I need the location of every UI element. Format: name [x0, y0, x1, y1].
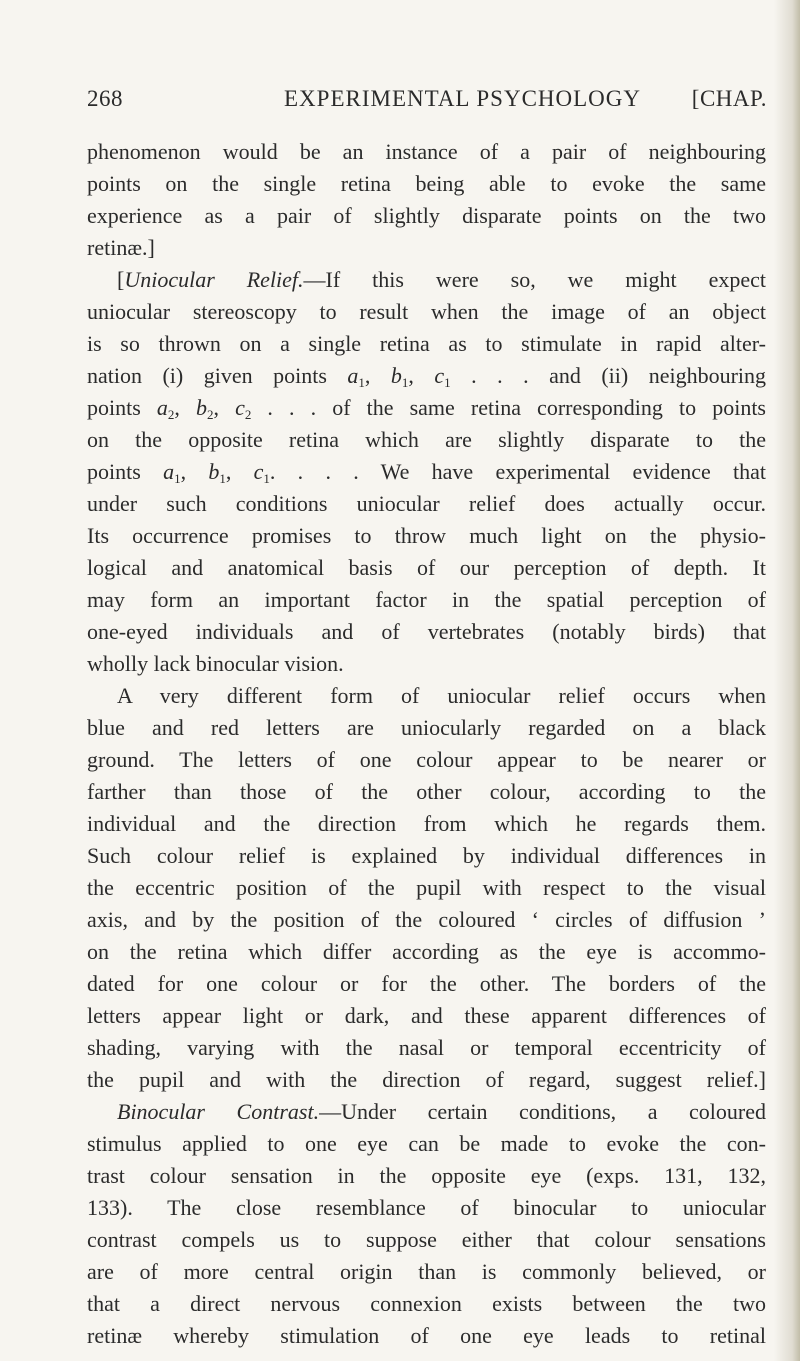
- text-segment: are of more central origin than is commonly believed, or: [87, 1259, 766, 1284]
- text-line: [87, 264, 766, 296]
- text-line: [87, 680, 766, 712]
- italic-text: a: [163, 459, 175, 484]
- running-header: [87, 86, 767, 116]
- text-segment: uniocular stereoscopy to result when the image of an object: [87, 299, 766, 324]
- text-segment: A very different form of uniocular relief occurs when: [117, 683, 766, 708]
- text-line: [87, 360, 766, 392]
- text-segment: the eccentric position of the pupil with respect to the visual: [87, 875, 766, 900]
- text-segment: one-eyed individuals and of vertebrates (notably birds) that: [87, 619, 766, 644]
- text-segment: blue and red letters are uniocularly regarded on a black: [87, 715, 766, 740]
- text-segment: farther than those of the other colour, according to the: [87, 779, 766, 804]
- text-line: [87, 584, 766, 616]
- subscript: 1: [174, 471, 181, 486]
- text-segment: ,: [408, 363, 435, 388]
- text-segment: axis, and by the position of the coloured ‘ circles of diffusion ’: [87, 907, 766, 932]
- text-line: [87, 904, 766, 936]
- text-line: [87, 328, 766, 360]
- text-segment: ,: [180, 459, 209, 484]
- text-segment: individual and the direction from which he regards them.: [87, 811, 766, 836]
- text-line: [87, 808, 766, 840]
- text-segment: 133). The close resemblance of binocular to uniocular: [87, 1195, 766, 1220]
- text-line: [87, 1192, 766, 1224]
- text-line: [87, 872, 766, 904]
- body-text: [87, 136, 766, 1352]
- text-line: [87, 392, 766, 424]
- text-segment: wholly lack binocular vision.: [87, 651, 344, 676]
- text-segment: nation (i) given points: [87, 363, 348, 388]
- text-segment: ,: [213, 395, 236, 420]
- text-segment: trast colour sensation in the opposite eye (exps. 131, 132,: [87, 1163, 766, 1188]
- text-line: [87, 840, 766, 872]
- text-line: [87, 1224, 766, 1256]
- text-line: [87, 1160, 766, 1192]
- text-line: [87, 1000, 766, 1032]
- text-line: [87, 552, 766, 584]
- text-line: [87, 136, 766, 168]
- text-line: [87, 776, 766, 808]
- text-segment: Its occurrence promises to throw much light on the physio-: [87, 523, 766, 548]
- italic-text: c: [253, 459, 264, 484]
- subscript: 1: [358, 375, 365, 390]
- text-segment: ground. The letters of one colour appear to be nearer or: [87, 747, 766, 772]
- text-line: [87, 936, 766, 968]
- text-segment: may form an important factor in the spatial perception of: [87, 587, 766, 612]
- text-segment: dated for one colour or for the other. The borders of the: [87, 971, 766, 996]
- text-segment: letters appear light or dark, and these apparent differences of: [87, 1003, 766, 1028]
- chapter-marker: [CHAP.: [691, 86, 767, 111]
- text-line: [87, 168, 766, 200]
- text-line: [87, 712, 766, 744]
- italic-text: b: [390, 363, 402, 388]
- text-segment: . . . of the same retina corresponding to points: [251, 395, 766, 420]
- text-line: [87, 232, 766, 264]
- text-line: [87, 1320, 766, 1352]
- text-segment: logical and anatomical basis of our perception of depth. It: [87, 555, 766, 580]
- text-segment: points: [87, 459, 164, 484]
- text-segment: —If this were so, we might expect: [303, 267, 766, 292]
- page-number: 268: [87, 86, 123, 111]
- text-segment: —Under certain conditions, a coloured: [319, 1099, 767, 1124]
- subscript: 2: [244, 407, 252, 422]
- subscript: 2: [206, 407, 214, 422]
- subscript: 1: [401, 375, 409, 390]
- text-line: [87, 1064, 766, 1096]
- text-segment: shading, varying with the nasal or temporal eccentricity of: [87, 1035, 766, 1060]
- text-segment: Such colour relief is explained by individual differences in: [87, 843, 766, 868]
- text-line: [87, 488, 766, 520]
- text-segment: . . . . We have experimental evidence that: [269, 459, 766, 484]
- text-line: [87, 200, 766, 232]
- italic-text: Uniocular Relief.: [124, 267, 304, 292]
- text-segment: under such conditions uniocular relief does actually occur.: [87, 491, 766, 516]
- page-edge-shadow: [774, 0, 800, 1361]
- text-segment: is so thrown on a single retina as to stimulate in rapid alter-: [87, 331, 766, 356]
- text-line: [87, 616, 766, 648]
- text-segment: stimulus applied to one eye can be made to evoke the con-: [87, 1131, 766, 1156]
- text-line: [87, 1128, 766, 1160]
- text-segment: on the opposite retina which are slightly disparate to the: [87, 427, 766, 452]
- subscript: 1: [444, 375, 451, 390]
- italic-text: c: [235, 395, 245, 420]
- text-line: [87, 1288, 766, 1320]
- text-line: [87, 744, 766, 776]
- text-segment: ,: [225, 459, 254, 484]
- text-segment: that a direct nervous connexion exists between the two: [87, 1291, 766, 1316]
- text-segment: phenomenon would be an instance of a pair of neighbouring: [87, 139, 766, 164]
- italic-text: b: [208, 459, 220, 484]
- italic-text: b: [195, 395, 207, 420]
- text-segment: . . . and (ii) neighbouring: [450, 363, 767, 388]
- text-line: [87, 296, 766, 328]
- text-segment: points on the single retina being able to evoke the same: [87, 171, 766, 196]
- text-line: [87, 648, 766, 680]
- text-segment: [: [117, 267, 125, 292]
- italic-text: a: [156, 395, 168, 420]
- text-segment: ,: [364, 363, 391, 388]
- text-segment: experience as a pair of slightly disparate points on the two: [87, 203, 766, 228]
- text-segment: retinæ whereby stimulation of one eye leads to retinal: [87, 1323, 766, 1348]
- italic-text: Binocular Contrast.: [117, 1099, 320, 1124]
- text-line: [87, 1096, 766, 1128]
- text-line: [87, 456, 766, 488]
- subscript: 1: [219, 471, 226, 486]
- text-line: [87, 968, 766, 1000]
- subscript: 2: [167, 407, 175, 422]
- text-segment: contrast compels us to suppose either that colour sensations: [87, 1227, 766, 1252]
- text-segment: the pupil and with the direction of regard, suggest relief.]: [87, 1067, 766, 1092]
- italic-text: a: [347, 363, 359, 388]
- text-segment: ,: [174, 395, 196, 420]
- text-segment: points: [87, 395, 157, 420]
- text-segment: on the retina which differ according as the eye is accommo-: [87, 939, 766, 964]
- text-line: [87, 520, 766, 552]
- text-segment: retinæ.]: [87, 235, 155, 260]
- text-line: [87, 424, 766, 456]
- running-title: EXPERIMENTAL PSYCHOLOGY: [284, 86, 642, 111]
- italic-text: c: [434, 363, 445, 388]
- subscript: 1: [263, 471, 270, 486]
- text-line: [87, 1256, 766, 1288]
- text-line: [87, 1032, 766, 1064]
